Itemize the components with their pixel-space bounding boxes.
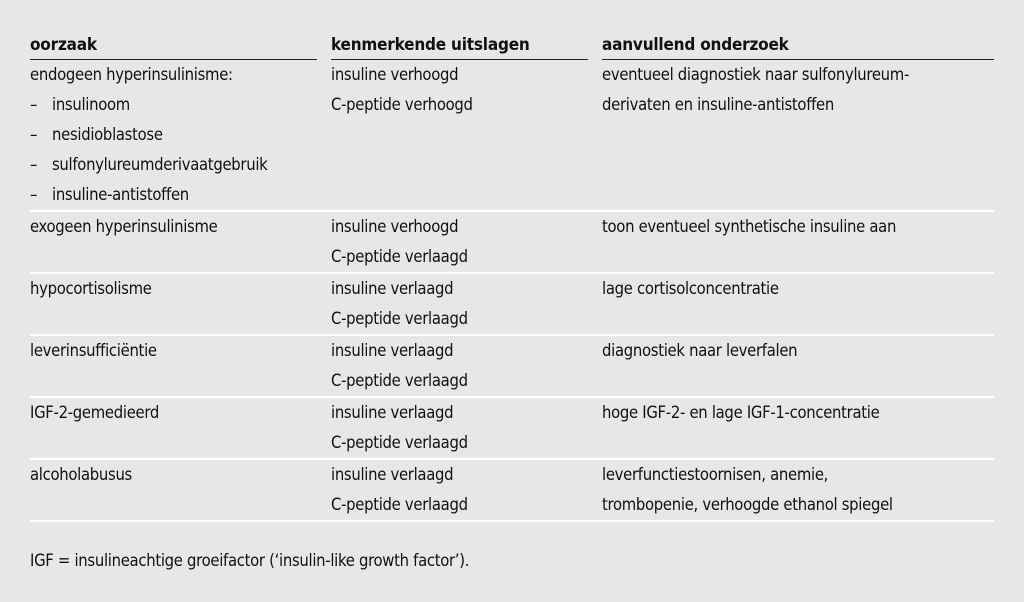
results-cell: insuline verlaagd C-peptide verlaagd [331, 465, 468, 514]
header-results: kenmerkende uitslagen [331, 30, 588, 60]
causes-table [30, 30, 994, 522]
list-item: – insulinoom [30, 95, 130, 114]
list-item: – insuline-antistoffen [30, 185, 189, 204]
results-cell: insuline verhoogd C-peptide verlaagd [331, 217, 468, 266]
table-row [30, 60, 994, 212]
research-cell: toon eventueel synthetische insuline aan [602, 217, 897, 236]
cause-cell: leverinsufficiëntie [30, 341, 157, 360]
cause-cell: exogeen hyperinsulinisme [30, 217, 218, 236]
results-cell: insuline verlaagd C-peptide verlaagd [331, 279, 468, 328]
list-item: – sulfonylureumderivaatgebruik [30, 155, 268, 174]
cause-cell: endogeen hyperinsulinisme: – insulinoom – nesidioblastose – sulfonylureumderivaatgebruik – insuline-antistoffen [30, 60, 331, 210]
research-cell: leverfunctiestoornisen, anemie, trombopenie, verhoogde ethanol spiegel [602, 465, 893, 514]
research-cell: diagnostiek naar leverfalen [602, 341, 798, 360]
results-cell: insuline verlaagd C-peptide verlaagd [331, 403, 468, 452]
table-header [30, 30, 994, 60]
results-cell: insuline verlaagd C-peptide verlaagd [331, 341, 468, 390]
research-cell: eventueel diagnostiek naar sulfonylureum- derivaten en insuline-antistoffen [602, 65, 910, 114]
table-row [30, 274, 994, 336]
table-row [30, 336, 994, 398]
header-research: aanvullend onderzoek [602, 30, 994, 60]
research-cell: hoge IGF-2- en lage IGF-1-concentratie [602, 403, 880, 422]
table-row [30, 212, 994, 274]
cause-cell: alcoholabusus [30, 465, 132, 484]
cause-cell: hypocortisolisme [30, 279, 152, 298]
research-cell: lage cortisolconcentratie [602, 279, 779, 298]
table-row [30, 460, 994, 522]
header-cause: oorzaak [30, 30, 317, 60]
list-item: – nesidioblastose [30, 125, 163, 144]
cause-cell: IGF-2-gemedieerd [30, 403, 159, 422]
footnote: IGF = insulineachtige groeifactor (‘insulin-like growth factor’). [30, 551, 470, 570]
table-row [30, 398, 994, 460]
results-cell: insuline verhoogd C-peptide verhoogd [331, 65, 473, 114]
